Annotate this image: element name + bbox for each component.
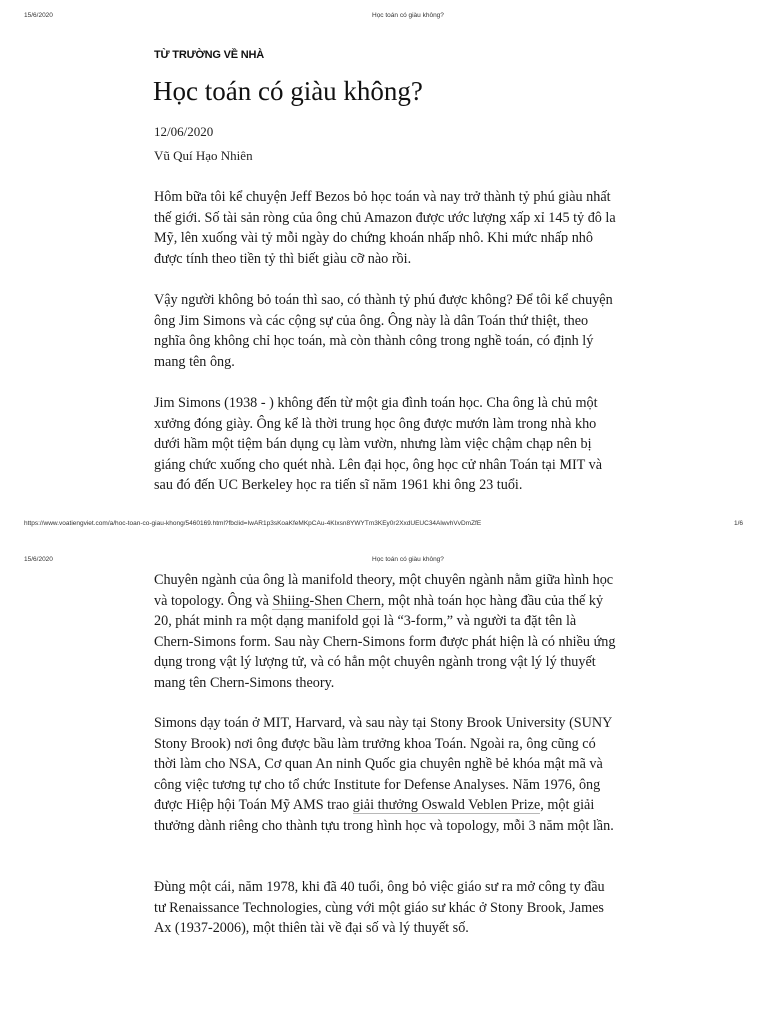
paragraph-5	[154, 713, 616, 837]
page1-footer-url: https://www.voatiengviet.com/a/hoc-toan-co-giau-khong/5460169.html?fbclid=IwAR1p3sKoaKfeMKpCAu-4KIxsn8YWYTm3KEy0r2XxdUEUC34AlwvhVvDmZfE	[24, 520, 482, 527]
paragraph-4-text-start: Chuyên ngành của ông là manifold theory, một chuyên ngành nằm giữa hình học và topology. Ông và	[154, 572, 614, 609]
paragraph-6: Đùng một cái, năm 1978, khi đã 40 tuổi, ông bỏ việc giáo sư ra mở công ty đầu tư Renaissance Technologies, cùng với một giáo sư khác ở Stony Brook, James Ax (1937-2006), một thiên tài về đại số và lý thuyết số.	[154, 879, 605, 937]
section-kicker[interactable]: TỪ TRƯỜNG VỀ NHÀ	[154, 49, 264, 61]
page1-footer-page-number: 1/6	[734, 520, 744, 527]
paragraph-5-text-end: , một giải thưởng dành riêng cho thành tựu trong hình học và topology, mỗi 3 năm một lần.	[154, 797, 614, 834]
paragraph-4	[154, 570, 616, 694]
article-date: 12/06/2020	[154, 124, 214, 139]
article-author[interactable]: Vũ Quí Hạo Nhiên	[154, 148, 253, 163]
page1-header-title: Học toán có giàu không?	[372, 12, 444, 19]
paragraph-1: Hôm bữa tôi kể chuyện Jeff Bezos bỏ học toán và nay trở thành tỷ phú giàu nhất thế giới. Số tài sản ròng của ông chủ Amazon được ước lượng xấp xỉ 145 tỷ đô la Mỹ, lên xuống vài tỷ mỗi ngày do chứng khoán nhấp nhô. Khi mức nhấp nhô được tính theo tiền tỷ thì biết giàu cỡ nào rồi.	[154, 189, 616, 267]
paragraph-3: Jim Simons (1938 - ) không đến từ một gia đình toán học. Cha ông là chủ một xưởng đóng giày. Ông kể là thời trung học ông được mướn làm trong nhà kho dưới hầm một tiệm bán dụng cụ làm vườn, nhưng làm việc chậm chạp nên bị giáng chức xuống cho quét nhà. Lên đại học, ông học cử nhân Toán tại MIT và sau đó đến UC Berkeley học ra tiến sĩ năm 1961 khi ông 23 tuổi.	[154, 395, 603, 494]
page1-header-date: 15/6/2020	[24, 12, 53, 19]
chern-link[interactable]: Shiing-Shen Chern	[272, 592, 381, 609]
page2-header-title: Học toán có giàu không?	[372, 556, 444, 563]
page2-header-date: 15/6/2020	[24, 556, 53, 563]
paragraph-4-text-end: , một nhà toán học hàng đầu của thế kỷ 20, phát minh ra một dạng manifold gọi là “3-form,” và người ta đặt tên là Chern-Simons form. Sau này Chern-Simons form được phát hiện là có nhiều ứng dụng trong vật lý lượng tử, và có hẳn một chuyên ngành trong vật lý lý thuyết mang tên Chern-Simons theory.	[154, 592, 616, 691]
veblen-prize-link[interactable]: giải thưởng Oswald Veblen Prize	[352, 797, 541, 814]
paragraph-2: Vậy người không bỏ toán thì sao, có thành tỷ phú được không? Để tôi kể chuyện ông Jim Simons và các cộng sự của ông. Ông này là dân Toán thứ thiệt, theo nghĩa ông không chỉ học toán, mà còn thành công trong nghề toán, có định lý mang tên ông.	[154, 292, 613, 370]
article-title: Học toán có giàu không?	[153, 76, 423, 106]
paragraph-5-text-start: Simons dạy toán ở MIT, Harvard, và sau này tại Stony Brook University (SUNY Stony Brook) nơi ông được bầu làm trưởng khoa Toán. Ngoài ra, ông cũng có thời làm cho NSA, Cơ quan An ninh Quốc gia chuyên nghề bẻ khóa mật mã và công việc tương tự cho tổ chức Institute for Defense Analyses. Năm 1976, ông được Hiệp hội Toán Mỹ AMS trao	[154, 715, 612, 814]
